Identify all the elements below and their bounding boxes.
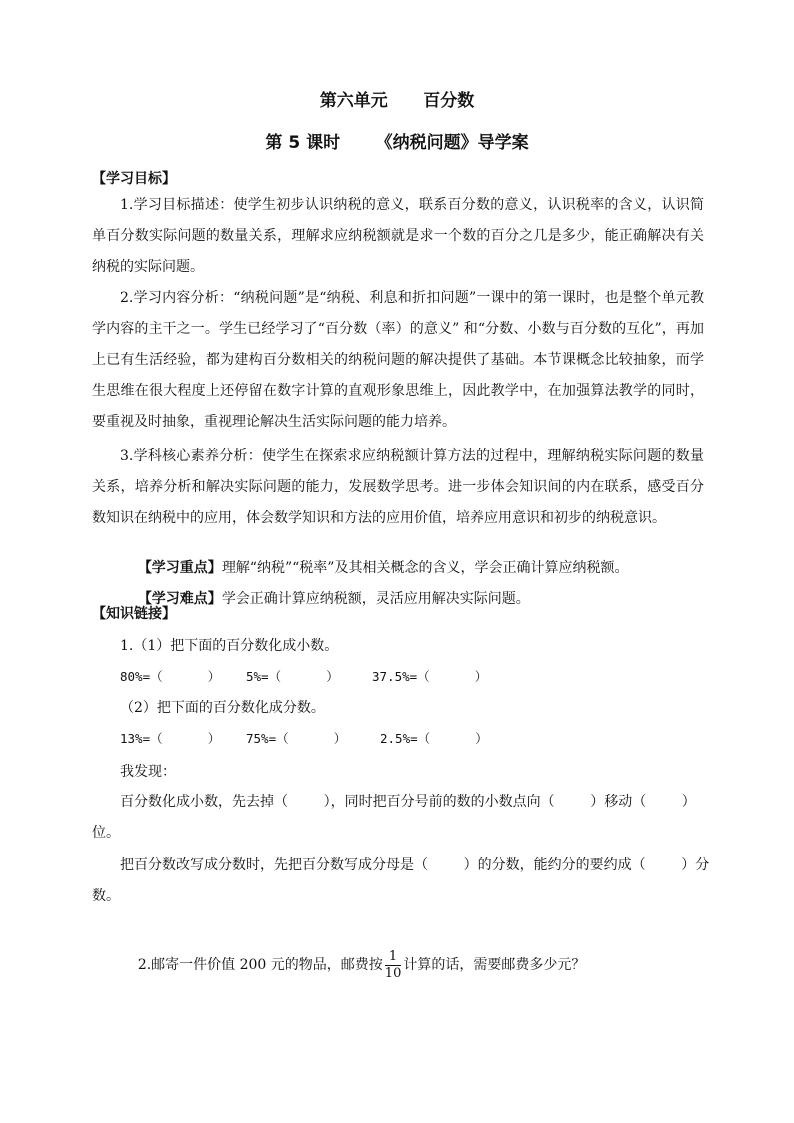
question-1a: 1.（1）把下面的百分数化成小数。 — [120, 638, 339, 654]
fraction-numerator: 1 — [385, 949, 402, 966]
discover-sentence-2: 把百分数改写成分数时，先把百分数写成分母是（ ）的分数，能约分的要约成（ ）分 — [120, 857, 710, 873]
section-knowledge-heading: 【知识链接】 — [92, 606, 176, 622]
question-1b: （2）把下面的百分数化成分数。 — [120, 700, 325, 716]
question-2-text-end: 计算的话，需要邮费多少元？ — [403, 957, 586, 973]
difficulty-text: 学会正确计算应纳税额，灵活应用解决实际问题。 — [221, 591, 530, 607]
objective-paragraph-3: 3.学科核心素养分析：使学生在探索求应纳税额计算方法的过程中，理解纳税实际问题的数量关系，培养分析和解决实际问题的能力，发展数学思考。进一步体会知识间的内在联系，感受百分数知识在纳税中的应用，体会数学知识和方法的应用价值，培养应用意识和初步的纳税意识。 — [92, 448, 704, 526]
exercise-row-2-item-1: 13%=（ ） — [120, 731, 221, 746]
question-2 — [120, 911, 585, 1019]
discover-sentence-1-end: 位。 — [92, 825, 120, 841]
exercise-row-2-item-2: 75%=（ ） — [246, 731, 347, 746]
fraction-one-tenth — [385, 949, 402, 982]
question-2-text-start: 2.邮寄一件价值 200 元的物品，邮费按 — [137, 957, 383, 973]
exercise-row-1-item-3: 37.5%=（ ） — [372, 669, 488, 684]
discover-sentence-1: 百分数化成小数，先去掉（ ），同时把百分号前的数的小数点向（ ）移动（ ） — [120, 794, 696, 810]
key-point-text: 理解“纳税”“税率”及其相关概念的含义，学会正确计算应纳税额。 — [221, 560, 629, 576]
exercise-row-1-item-2: 5%=（ ） — [246, 669, 339, 684]
lesson-title: 第 5 课时 《纳税问题》导学案 — [265, 133, 529, 153]
discover-label: 我发现： — [120, 764, 176, 780]
section-objectives-heading: 【学习目标】 — [92, 171, 176, 187]
objective-paragraph-1: 1.学习目标描述：使学生初步认识纳税的意义，联系百分数的意义，认识税率的含义，认识简单百分数实际问题的数量关系，理解求应纳税额就是求一个数的百分之几是多少，能正确解决有关纳税的实际问题。 — [92, 197, 704, 275]
discover-sentence-2-end: 数。 — [92, 888, 120, 904]
unit-title: 第六单元 百分数 — [319, 91, 475, 111]
exercise-row-1-item-1: 80%=（ ） — [120, 669, 221, 684]
difficulty-line — [120, 572, 530, 624]
exercise-row-2-item-3: 2.5%=（ ） — [380, 731, 488, 746]
key-point-label: 【学习重点】 — [137, 560, 222, 576]
objective-paragraph-2: 2.学习内容分析：“纳税问题”是“纳税、利息和折扣问题”一课中的第一课时，也是整个单元教学内容的主干之一。学生已经学习了“百分数（率）的意义” 和“分数、小数与百分数的互化”，再加上已有生活经验，都为建构百分数相关的纳税问题的解决提供了基础。本节课概念比较抽象，而学生思维在很大程度上还停留在数字计算的直观形象思维上，因此教学中，在加强算法教学的同时，要重视及时抽象，重视理论解决生活实际问题的能力培养。 — [92, 290, 704, 430]
difficulty-label: 【学习难点】 — [137, 591, 222, 607]
fraction-denominator: 10 — [384, 965, 402, 981]
